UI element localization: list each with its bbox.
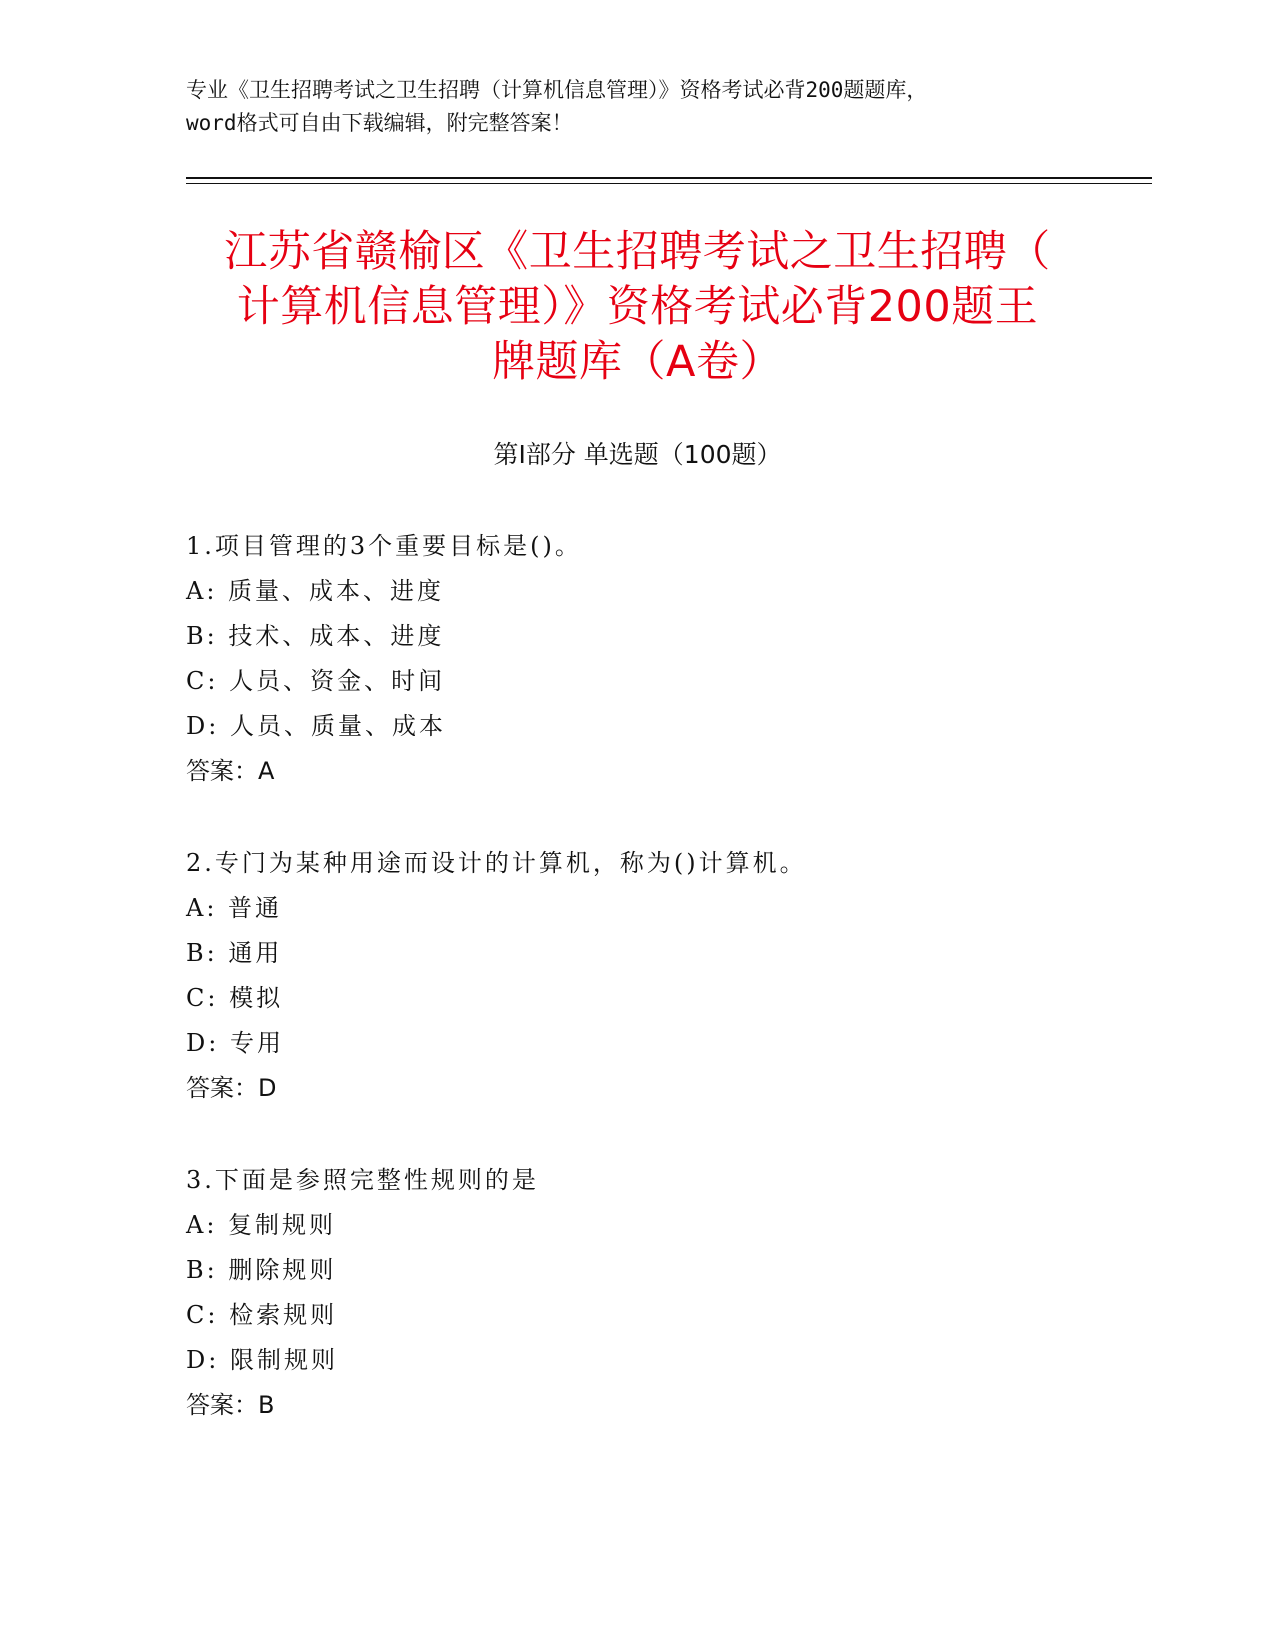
document-title: [170, 225, 1105, 390]
question-stem: 2.专门为某种用途而设计的计算机，称为()计算机。: [186, 849, 807, 877]
option-c: C: 模拟: [186, 984, 284, 1012]
option-b: B: 通用: [186, 939, 283, 967]
option-a: A: 复制规则: [186, 1211, 337, 1239]
header-divider-thick: [186, 177, 1152, 179]
title-line-1: 江苏省赣榆区《卫生招聘考试之卫生招聘（: [224, 227, 1051, 277]
question-3: [186, 1158, 1086, 1428]
option-d: D: 专用: [186, 1029, 284, 1057]
option-c: C: 检索规则: [186, 1301, 338, 1329]
answer: 答案：B: [186, 1391, 275, 1419]
option-a: A: 质量、成本、进度: [186, 577, 445, 605]
question-stem: 3.下面是参照完整性规则的是: [186, 1166, 539, 1194]
header-note-line-1: 专业《卫生招聘考试之卫生招聘（计算机信息管理）》资格考试必背200题题库，: [186, 78, 928, 102]
option-d: D: 人员、质量、成本: [186, 712, 446, 740]
option-b: B: 删除规则: [186, 1256, 337, 1284]
answer: 答案：A: [186, 757, 275, 785]
header-divider-thin: [186, 183, 1152, 184]
section-heading: 第Ⅰ部分 单选题（100题）: [493, 440, 782, 469]
option-b: B: 技术、成本、进度: [186, 622, 445, 650]
answer: 答案：D: [186, 1074, 277, 1102]
header-note-line-2: word格式可自由下载编辑，附完整答案！: [186, 111, 573, 135]
question-1: [186, 524, 1086, 794]
title-line-2: 计算机信息管理）》资格考试必背200题王: [236, 282, 1039, 332]
question-stem: 1.项目管理的3个重要目标是()。: [186, 532, 582, 560]
question-2: [186, 841, 1086, 1111]
header-note: [186, 74, 1086, 140]
option-c: C: 人员、资金、时间: [186, 667, 446, 695]
option-d: D: 限制规则: [186, 1346, 338, 1374]
option-a: A: 普通: [186, 894, 283, 922]
title-line-3: 牌题库（A卷）: [492, 337, 783, 387]
